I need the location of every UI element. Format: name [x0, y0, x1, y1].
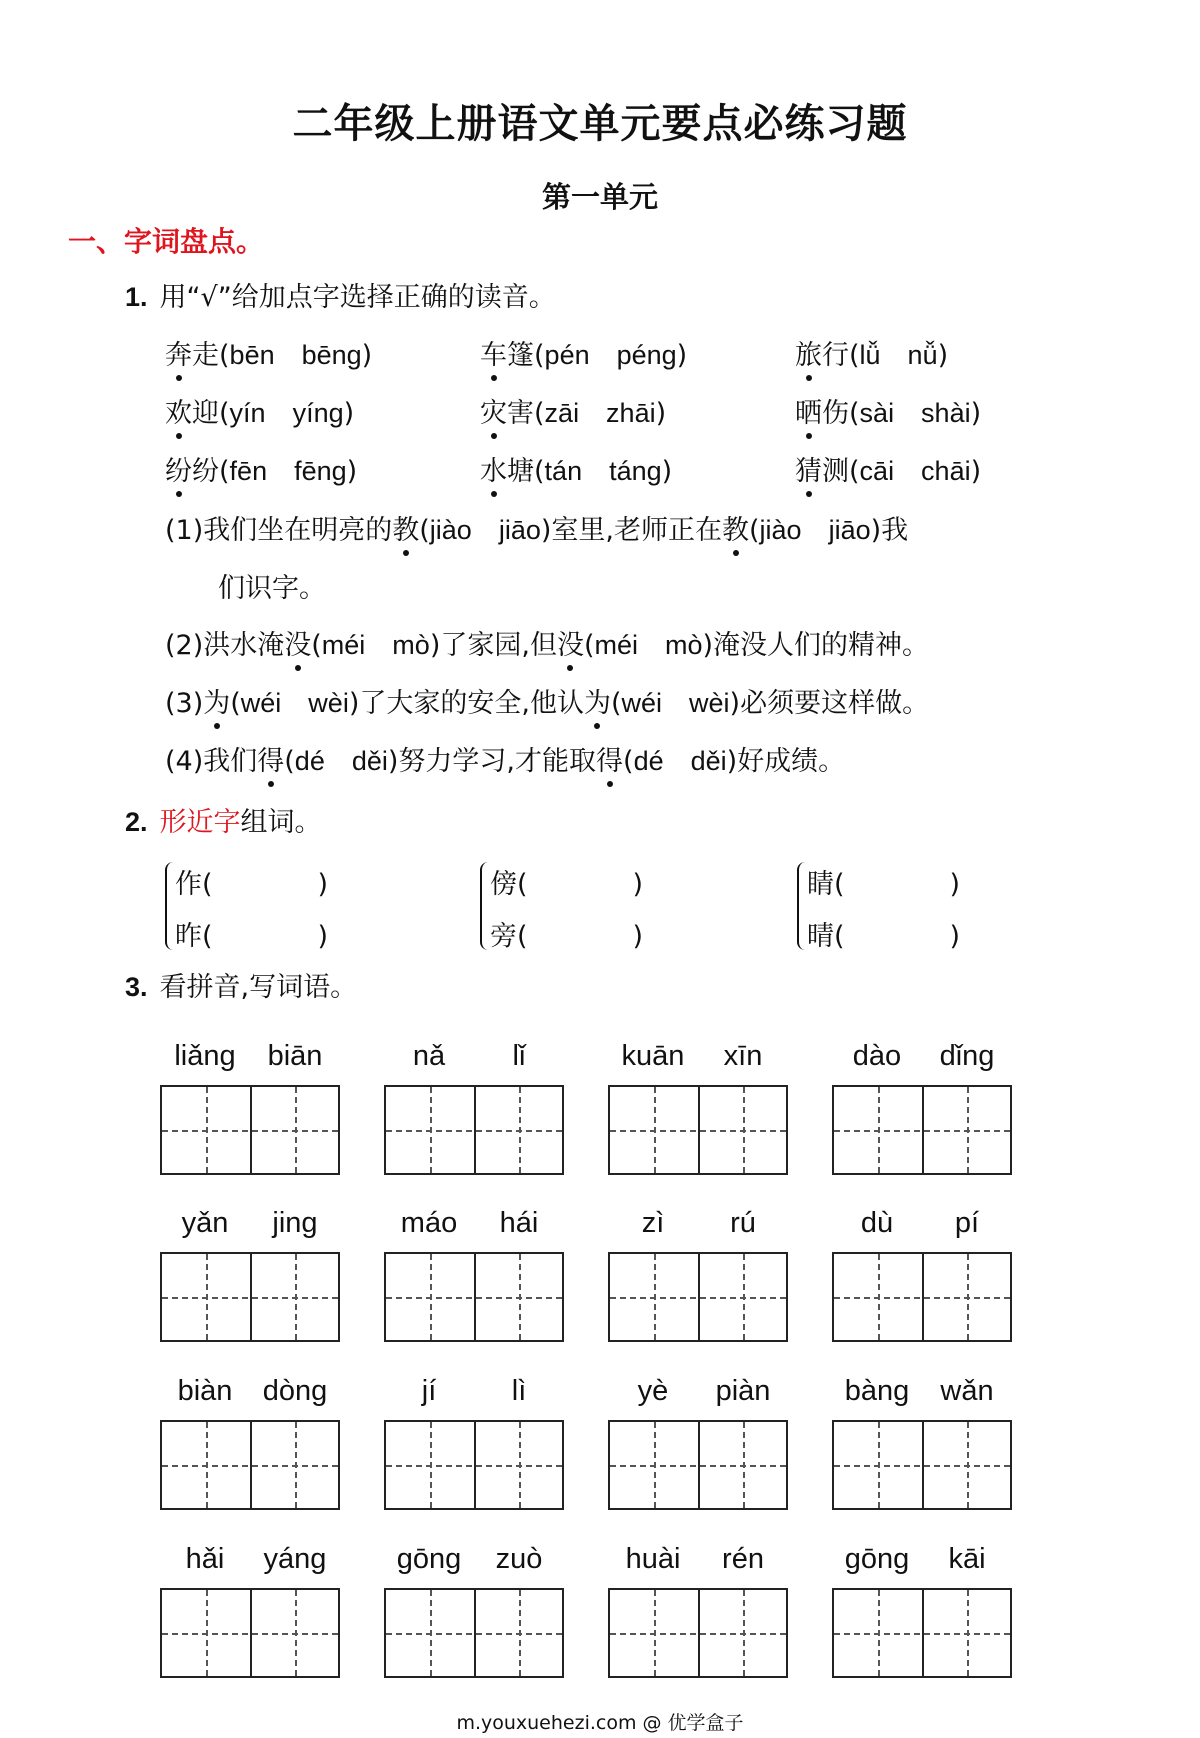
paren-close: )	[870, 515, 882, 546]
pinyin-choice-item	[480, 449, 672, 488]
paren-close: )	[949, 921, 961, 952]
grid-line	[430, 1254, 432, 1340]
pinyin-label: rén	[722, 1543, 764, 1575]
word-char: 害	[507, 398, 534, 429]
grid-line	[386, 1633, 562, 1635]
char: 昨	[175, 921, 202, 952]
question-text: 看拼音,写词语。	[159, 972, 358, 1003]
grid-line	[654, 1087, 656, 1173]
writing-box	[608, 1588, 788, 1678]
word-blank	[175, 862, 328, 901]
dotted-char: 为	[203, 681, 230, 720]
sentence-text: 洪水淹	[203, 630, 285, 661]
pinyin-options: lǚ nǚ	[859, 340, 938, 370]
sentence-text: 必须要这样做。	[740, 688, 930, 719]
char: 旁	[490, 921, 517, 952]
pinyin-options: méi mò	[594, 630, 703, 660]
paren-close: )	[970, 398, 982, 429]
paren-open: (	[849, 456, 860, 487]
paren-open: (	[534, 340, 545, 371]
pinyin-label: nǎ	[412, 1040, 446, 1072]
pinyin-options: dé děi	[633, 746, 727, 776]
paren-open: (	[517, 869, 528, 900]
sentence	[165, 508, 908, 547]
dotted-char: 晒	[795, 391, 822, 430]
writing-box	[160, 1588, 340, 1678]
word-blank	[807, 862, 960, 901]
pinyin-label: biān	[267, 1040, 323, 1072]
paren-close: )	[387, 746, 399, 777]
grid-line	[206, 1254, 208, 1340]
word-char: 走	[192, 340, 219, 371]
paren-close: )	[361, 340, 373, 371]
sentence	[165, 623, 929, 662]
grid-line	[206, 1087, 208, 1173]
grid-line	[610, 1297, 786, 1299]
paren-open: (	[623, 746, 634, 777]
pinyin-label: gōng	[396, 1543, 462, 1575]
pinyin-options: dé děi	[294, 746, 388, 776]
pinyin-label: dòng	[262, 1375, 328, 1407]
dotted-char: 欢	[165, 391, 192, 430]
paren-close: )	[937, 340, 949, 371]
paren-open: (	[583, 630, 595, 661]
char: 晴	[807, 921, 834, 952]
grid-line	[162, 1465, 338, 1467]
word-char: 纷	[192, 456, 219, 487]
dotted-char: 得	[257, 739, 284, 778]
grid-line	[967, 1254, 969, 1340]
grid-line	[162, 1297, 338, 1299]
paren-close: )	[661, 456, 673, 487]
sentence-number: (1)	[165, 515, 204, 546]
dotted-char: 灾	[480, 391, 507, 430]
paren-open: (	[610, 688, 622, 719]
char: 作	[175, 869, 202, 900]
word-blank	[175, 914, 328, 953]
grid-line	[519, 1590, 521, 1676]
paren-open: (	[219, 340, 230, 371]
grid-line	[295, 1422, 297, 1508]
pinyin-options: yín yíng	[229, 398, 344, 428]
pinyin-label: kuān	[621, 1040, 685, 1072]
paren-close: )	[348, 688, 360, 719]
writing-box	[832, 1252, 1012, 1342]
paren-close: )	[729, 688, 741, 719]
writing-box	[832, 1085, 1012, 1175]
page-title: 二年级上册语文单元要点必练习题	[292, 101, 908, 147]
pinyin-choice-item	[480, 333, 687, 372]
dotted-char: 没	[557, 623, 584, 662]
pinyin-label: jing	[272, 1207, 318, 1239]
paren-close: )	[970, 456, 982, 487]
grid-line	[967, 1422, 969, 1508]
paren-close: )	[702, 630, 714, 661]
word-blank	[490, 914, 643, 953]
dotted-char: 纷	[165, 449, 192, 488]
dotted-char: 旅	[795, 333, 822, 372]
sentence-text: 了大家的安全,他认	[359, 688, 584, 719]
paren-close: )	[655, 398, 667, 429]
sentence-text: 淹没人们的精神。	[713, 630, 930, 661]
pinyin-label: gōng	[844, 1543, 910, 1575]
pinyin-label: yáng	[263, 1543, 327, 1575]
paren-open: (	[834, 921, 845, 952]
paren-open: (	[849, 398, 860, 429]
pinyin-label: jí	[421, 1375, 437, 1407]
writing-box	[832, 1588, 1012, 1678]
sentence-text: 室里,老师正在	[551, 515, 722, 546]
writing-box	[608, 1420, 788, 1510]
grid-line	[206, 1422, 208, 1508]
grid-line	[386, 1130, 562, 1132]
grid-line	[834, 1633, 1010, 1635]
writing-box	[384, 1085, 564, 1175]
dotted-char: 得	[596, 739, 623, 778]
grid-line	[162, 1130, 338, 1132]
pinyin-options: fēn fēng	[229, 456, 347, 486]
paren-open: (	[834, 869, 845, 900]
word-char: 塘	[507, 456, 534, 487]
pinyin-label: hǎi	[185, 1543, 225, 1575]
grid-line	[654, 1422, 656, 1508]
pinyin-options: sài shài	[859, 398, 971, 428]
paren-open: (	[749, 515, 760, 546]
word-char: 迎	[192, 398, 219, 429]
paren-close: )	[632, 921, 644, 952]
paren-close: )	[632, 869, 644, 900]
word-char: 篷	[507, 340, 534, 371]
word-blank	[807, 914, 960, 953]
word-char: 伤	[822, 398, 849, 429]
pinyin-options: méi mò	[321, 630, 430, 660]
pinyin-choice-item	[165, 333, 372, 372]
pinyin-options: cāi chāi	[859, 456, 971, 486]
paren-open: (	[219, 398, 230, 429]
pinyin-options: pén péng	[544, 340, 677, 370]
paren-open: (	[284, 746, 295, 777]
dotted-char: 为	[584, 681, 611, 720]
grid-line	[834, 1297, 1010, 1299]
pinyin-label: yǎn	[181, 1207, 229, 1239]
sentence-text: 我们	[203, 746, 258, 777]
pinyin-choice-item	[480, 391, 666, 430]
sentence-text: 努力学习,才能取	[398, 746, 597, 777]
grid-line	[834, 1465, 1010, 1467]
grid-line	[878, 1254, 880, 1340]
writing-box	[160, 1252, 340, 1342]
grid-line	[878, 1590, 880, 1676]
pinyin-label: zuò	[495, 1543, 543, 1575]
sentence-text: 我们坐在明亮的	[203, 515, 393, 546]
unit-heading: 第一单元	[541, 180, 658, 214]
grid-line	[743, 1087, 745, 1173]
pinyin-options: wéi wèi	[621, 688, 730, 718]
paren-open: (	[219, 456, 230, 487]
grid-line	[878, 1422, 880, 1508]
pinyin-label: dǐng	[939, 1040, 995, 1072]
question-1	[125, 275, 556, 314]
pinyin-label: hái	[499, 1207, 539, 1239]
writing-box	[384, 1252, 564, 1342]
sentence-number: (2)	[165, 630, 204, 661]
grid-line	[967, 1590, 969, 1676]
grid-line	[967, 1087, 969, 1173]
paren-close: )	[317, 921, 329, 952]
paren-open: (	[202, 921, 213, 952]
paren-close: )	[317, 869, 329, 900]
pinyin-choice-item	[795, 391, 981, 430]
grid-line	[834, 1130, 1010, 1132]
grid-line	[295, 1590, 297, 1676]
word-char: 行	[822, 340, 849, 371]
grid-line	[610, 1633, 786, 1635]
dotted-char: 猜	[795, 449, 822, 488]
paren-open: (	[419, 515, 430, 546]
pinyin-label: máo	[400, 1207, 458, 1239]
pinyin-label: wǎn	[940, 1375, 994, 1407]
question-2	[125, 800, 322, 839]
paren-open: (	[517, 921, 528, 952]
question-text: 组词。	[240, 807, 322, 838]
pinyin-label: piàn	[715, 1375, 771, 1407]
paren-open: (	[202, 869, 213, 900]
question-number: 2.	[125, 807, 148, 837]
pinyin-label: biàn	[177, 1375, 233, 1407]
pinyin-options: bēn bēng	[229, 340, 362, 370]
grid-line	[162, 1633, 338, 1635]
question-number: 1.	[125, 282, 148, 312]
sentence	[165, 739, 845, 778]
paren-open: (	[534, 398, 545, 429]
dotted-char: 车	[480, 333, 507, 372]
sentence-text: 了家园,但	[440, 630, 557, 661]
pinyin-label: lì	[511, 1375, 527, 1407]
grid-line	[519, 1254, 521, 1340]
pinyin-label: rú	[730, 1207, 756, 1239]
question-number: 3.	[125, 972, 148, 1002]
paren-close: )	[676, 340, 688, 371]
footer-watermark: m.youxuehezi.com @ 优学盒子	[456, 1712, 744, 1734]
grid-line	[519, 1422, 521, 1508]
paren-close: )	[429, 630, 441, 661]
paren-close: )	[726, 746, 738, 777]
pinyin-label: dù	[860, 1207, 894, 1239]
grid-line	[743, 1254, 745, 1340]
sentence-number: (4)	[165, 746, 204, 777]
grid-line	[519, 1087, 521, 1173]
pinyin-label: xīn	[723, 1040, 763, 1072]
pinyin-label: lǐ	[512, 1040, 526, 1072]
paren-open: (	[849, 340, 860, 371]
dotted-char: 教	[392, 508, 419, 547]
grid-line	[386, 1465, 562, 1467]
pinyin-options: jiào jiāo	[759, 515, 871, 545]
sentence-continuation: 们识字。	[218, 573, 326, 604]
grid-line	[743, 1422, 745, 1508]
writing-box	[384, 1588, 564, 1678]
grid-line	[878, 1087, 880, 1173]
writing-box	[160, 1085, 340, 1175]
paren-close: )	[540, 515, 552, 546]
dotted-char: 水	[480, 449, 507, 488]
pinyin-options: wéi wèi	[240, 688, 349, 718]
writing-box	[608, 1252, 788, 1342]
grid-line	[206, 1590, 208, 1676]
grid-line	[654, 1590, 656, 1676]
dotted-char: 教	[722, 508, 749, 547]
writing-box	[160, 1420, 340, 1510]
pinyin-options: zāi zhāi	[544, 398, 656, 428]
grid-line	[610, 1465, 786, 1467]
paren-close: )	[346, 456, 358, 487]
sentence-text: 我	[881, 515, 909, 546]
pinyin-label: huài	[625, 1543, 681, 1575]
grid-line	[386, 1297, 562, 1299]
writing-box	[832, 1420, 1012, 1510]
pinyin-choice-item	[165, 391, 354, 430]
paren-open: (	[311, 630, 322, 661]
pinyin-choice-item	[795, 333, 948, 372]
paren-open: (	[534, 456, 545, 487]
pinyin-options: tán táng	[544, 456, 662, 486]
pinyin-label: pí	[954, 1207, 980, 1239]
pinyin-label: dào	[852, 1040, 902, 1072]
grid-line	[295, 1087, 297, 1173]
section-heading: 一、字词盘点。	[68, 225, 265, 258]
sentence-text: 好成绩。	[737, 746, 846, 777]
paren-close: )	[949, 869, 961, 900]
pinyin-choice-item	[795, 449, 981, 488]
sentence-number: (3)	[165, 688, 204, 719]
grid-line	[430, 1087, 432, 1173]
sentence	[165, 681, 929, 720]
word-blank	[490, 862, 643, 901]
pinyin-label: zì	[641, 1207, 665, 1239]
pinyin-label: yè	[637, 1375, 669, 1407]
pinyin-label: liǎng	[174, 1040, 236, 1072]
writing-box	[384, 1420, 564, 1510]
grid-line	[430, 1422, 432, 1508]
question-keyword: 形近字	[159, 807, 241, 838]
grid-line	[743, 1590, 745, 1676]
grid-line	[654, 1254, 656, 1340]
pinyin-choice-item	[165, 449, 357, 488]
paren-open: (	[230, 688, 241, 719]
dotted-char: 奔	[165, 333, 192, 372]
writing-box	[608, 1085, 788, 1175]
paren-close: )	[343, 398, 355, 429]
grid-line	[430, 1590, 432, 1676]
pinyin-label: bàng	[844, 1375, 910, 1407]
word-char: 测	[822, 456, 849, 487]
grid-line	[295, 1254, 297, 1340]
dotted-char: 没	[284, 623, 311, 662]
grid-line	[610, 1130, 786, 1132]
char: 睛	[807, 869, 834, 900]
pinyin-label: kāi	[948, 1543, 986, 1575]
char: 傍	[490, 869, 517, 900]
pinyin-options: jiào jiāo	[429, 515, 541, 545]
question-3	[125, 965, 357, 1004]
question-text: 用“√”给加点字选择正确的读音。	[159, 282, 556, 313]
